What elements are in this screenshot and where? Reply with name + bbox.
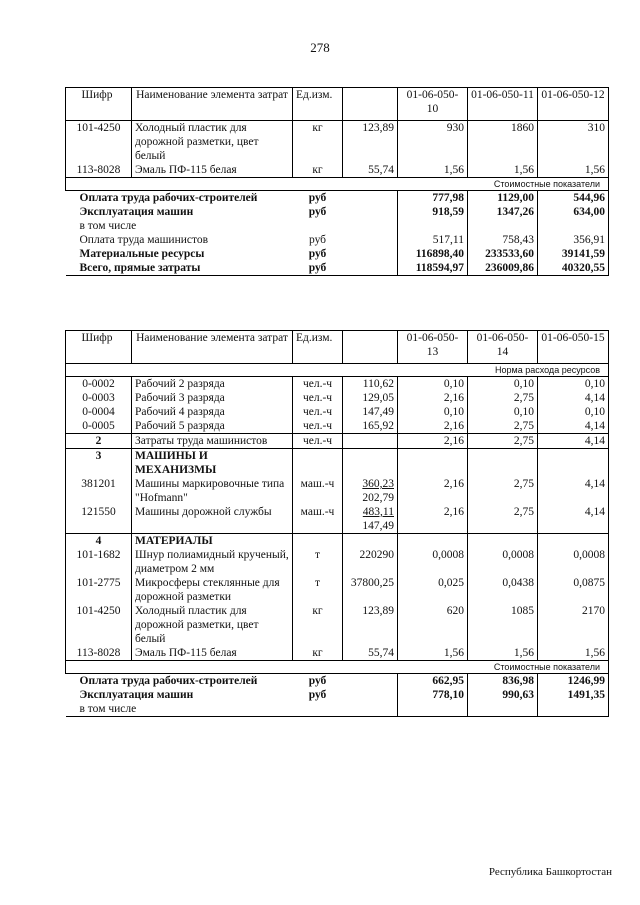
- summary-value-2: 990,63: [468, 688, 538, 702]
- summary-name: Оплата труда машинистов: [79, 234, 209, 246]
- section-caption: Стоимостные показатели: [66, 661, 609, 674]
- row-code: 0-0004: [66, 405, 132, 419]
- section-2-row: [66, 434, 609, 449]
- summary-row: [66, 233, 609, 247]
- section-code: 4: [66, 534, 132, 549]
- row-value-3: 0,0008: [538, 548, 609, 576]
- summary-value-1: 517,11: [398, 233, 468, 247]
- row-value-2: 2,75: [468, 434, 538, 449]
- row-value-3: 4,14: [538, 391, 609, 405]
- header-name: Наименование элемента затрат: [132, 88, 293, 121]
- row-value-1: 1,56: [398, 163, 468, 178]
- summary-unit: руб: [308, 234, 327, 246]
- summary-value-2: 236009,86: [468, 261, 538, 276]
- row-code: 0-0003: [66, 391, 132, 405]
- blank-cell: [398, 449, 468, 478]
- summary-value-3: 634,00: [538, 205, 609, 219]
- header-col-3: 01-06-050-15: [538, 331, 609, 364]
- table-row: [66, 405, 609, 419]
- summary-row: [66, 702, 609, 717]
- summary-unit: руб: [293, 261, 343, 276]
- caption-row: [66, 661, 609, 674]
- material-row: [66, 604, 609, 646]
- machine-row: [66, 477, 609, 505]
- summary-value-3: 40320,55: [538, 261, 609, 276]
- summary-value-2: 1129,00: [468, 191, 538, 206]
- row-name: Рабочий 2 разряда: [132, 377, 293, 392]
- section-caption: Стоимостные показатели: [66, 178, 609, 191]
- row-value-1: 0,0008: [398, 548, 468, 576]
- row-code: 113-8028: [66, 163, 132, 178]
- row-price: 110,62: [343, 377, 398, 392]
- summary-value-1: [398, 702, 468, 717]
- row-value-1: 930: [398, 121, 468, 164]
- material-row: [66, 646, 609, 661]
- row-name: Шнур полиамидный крученый, диаметром 2 мм: [132, 548, 293, 576]
- blank-cell: [538, 449, 609, 478]
- header-code: Шифр: [66, 88, 132, 121]
- summary-blank: [343, 247, 398, 261]
- row-unit: чел.-ч: [293, 434, 343, 449]
- section-caption: Норма расхода ресурсов: [66, 364, 609, 377]
- summary-unit: [293, 702, 343, 717]
- summary-row: [66, 261, 609, 276]
- table-row: [66, 121, 609, 164]
- row-value-1: 1,56: [398, 646, 468, 661]
- row-code: 101-2775: [66, 576, 132, 604]
- row-code: 101-4250: [66, 121, 132, 164]
- row-value-1: 2,16: [398, 434, 468, 449]
- row-code: 0-0005: [66, 419, 132, 434]
- row-code: 113-8028: [66, 646, 132, 661]
- summary-value-1: 918,59: [398, 205, 468, 219]
- row-unit: маш.-ч: [293, 505, 343, 534]
- row-code: 121550: [66, 505, 132, 534]
- header-col-2: 01-06-050-11: [468, 88, 538, 121]
- summary-row: [66, 688, 609, 702]
- summary-value-2: 758,43: [468, 233, 538, 247]
- summary-blank: [343, 261, 398, 276]
- row-value-1: 620: [398, 604, 468, 646]
- row-value-3: 4,14: [538, 477, 609, 505]
- row-unit: чел.-ч: [293, 419, 343, 434]
- row-unit: чел.-ч: [293, 391, 343, 405]
- row-value-1: 2,16: [398, 505, 468, 534]
- row-name: Машины маркировочные типа "Hofmann": [132, 477, 293, 505]
- cost-table-1: [65, 87, 609, 276]
- summary-row: [66, 219, 609, 233]
- section-title: МАТЕРИАЛЫ: [132, 534, 293, 549]
- row-price: [343, 434, 398, 449]
- section-3-row: [66, 449, 609, 478]
- summary-name: Оплата труда рабочих-строителей: [66, 191, 293, 206]
- summary-value-3: [538, 219, 609, 233]
- table-row: [66, 377, 609, 392]
- summary-blank: [343, 688, 398, 702]
- caption-row: [66, 178, 609, 191]
- row-value-3: 2170: [538, 604, 609, 646]
- summary-unit: руб: [308, 689, 327, 701]
- row-value-2: 2,75: [468, 391, 538, 405]
- blank-cell: [468, 449, 538, 478]
- row-name: Холодный пластик для дорожной разметки, цвет белый: [132, 121, 293, 164]
- summary-row: [66, 247, 609, 261]
- machine-row: [66, 505, 609, 534]
- header-col-2: 01-06-050-14: [468, 331, 538, 364]
- row-value-2: 1085: [468, 604, 538, 646]
- blank-cell: [468, 534, 538, 549]
- row-value-2: 1860: [468, 121, 538, 164]
- row-name: Машины дорожной службы: [132, 505, 293, 534]
- row-unit: чел.-ч: [293, 377, 343, 392]
- row-name: Рабочий 5 разряда: [132, 419, 293, 434]
- header-name: Наименование элемента затрат: [132, 331, 293, 364]
- header-price: [343, 331, 398, 364]
- row-value-1: 0,025: [398, 576, 468, 604]
- row-value-3: 1,56: [538, 163, 609, 178]
- summary-name: Материальные ресурсы: [79, 248, 205, 260]
- price-secondary: 147,49: [362, 520, 394, 532]
- material-row: [66, 548, 609, 576]
- summary-value-1: 778,10: [398, 688, 468, 702]
- row-value-2: 1,56: [468, 163, 538, 178]
- summary-blank: [343, 205, 398, 219]
- row-value-1: 2,16: [398, 391, 468, 405]
- row-name: Холодный пластик для дорожной разметки, цвет белый: [132, 604, 293, 646]
- summary-blank: [343, 191, 398, 206]
- row-value-2: 0,10: [468, 405, 538, 419]
- summary-value-1: 116898,40: [398, 247, 468, 261]
- row-value-1: 0,10: [398, 405, 468, 419]
- summary-row: [66, 191, 609, 206]
- summary-value-3: 1491,35: [538, 688, 609, 702]
- summary-blank: [343, 674, 398, 689]
- blank-cell: [293, 534, 343, 549]
- row-price: 147,49: [343, 405, 398, 419]
- row-value-3: 0,10: [538, 405, 609, 419]
- row-unit: чел.-ч: [293, 405, 343, 419]
- summary-unit: руб: [308, 206, 327, 218]
- section-4-row: [66, 534, 609, 549]
- table-row: [66, 163, 609, 178]
- summary-value-3: 39141,59: [538, 247, 609, 261]
- row-price: 55,74: [343, 646, 398, 661]
- row-code: 381201: [66, 477, 132, 505]
- row-price: [343, 505, 398, 534]
- summary-value-2: [468, 702, 538, 717]
- summary-value-2: 836,98: [468, 674, 538, 689]
- row-unit: т: [293, 548, 343, 576]
- blank-cell: [398, 534, 468, 549]
- header-col-1: 01-06-050-10: [398, 88, 468, 121]
- row-unit: кг: [293, 604, 343, 646]
- row-price: 123,89: [343, 121, 398, 164]
- row-value-1: 0,10: [398, 377, 468, 392]
- summary-value-1: 662,95: [398, 674, 468, 689]
- summary-value-2: [468, 219, 538, 233]
- header-price: [343, 88, 398, 121]
- row-value-3: 0,10: [538, 377, 609, 392]
- summary-name: Всего, прямые затраты: [66, 261, 293, 276]
- summary-unit: [293, 219, 343, 233]
- row-name: Рабочий 4 разряда: [132, 405, 293, 419]
- row-name: Эмаль ПФ-115 белая: [132, 646, 293, 661]
- summary-value-3: [538, 702, 609, 717]
- summary-name: Эксплуатация машин: [79, 689, 194, 701]
- row-value-3: 4,14: [538, 434, 609, 449]
- summary-value-3: 356,91: [538, 233, 609, 247]
- section-code: 3: [66, 449, 132, 478]
- row-unit: кг: [293, 121, 343, 164]
- summary-name: Эксплуатация машин: [79, 206, 194, 218]
- summary-name: в том числе: [66, 702, 293, 717]
- header-row: [66, 331, 609, 364]
- price-secondary: 202,79: [362, 492, 394, 504]
- row-price: [343, 477, 398, 505]
- caption-row: [66, 364, 609, 377]
- row-code: 101-1682: [66, 548, 132, 576]
- row-value-2: 0,0008: [468, 548, 538, 576]
- row-value-2: 1,56: [468, 646, 538, 661]
- row-name: Затраты труда машинистов: [132, 434, 293, 449]
- row-name: Эмаль ПФ-115 белая: [132, 163, 293, 178]
- summary-blank: [343, 219, 398, 233]
- row-value-2: 2,75: [468, 477, 538, 505]
- summary-blank: [343, 702, 398, 717]
- summary-value-1: [398, 219, 468, 233]
- table-row: [66, 419, 609, 434]
- row-code: 2: [66, 434, 132, 449]
- row-price: 220290: [343, 548, 398, 576]
- header-col-3: 01-06-050-12: [538, 88, 609, 121]
- row-price: 55,74: [343, 163, 398, 178]
- blank-cell: [343, 534, 398, 549]
- summary-name: Оплата труда рабочих-строителей: [66, 674, 293, 689]
- summary-value-1: 118594,97: [398, 261, 468, 276]
- header-unit: Ед.изм.: [293, 88, 343, 121]
- row-price: 165,92: [343, 419, 398, 434]
- row-value-3: 0,0875: [538, 576, 609, 604]
- header-col-1: 01-06-050-13: [398, 331, 468, 364]
- row-name: Рабочий 3 разряда: [132, 391, 293, 405]
- material-row: [66, 576, 609, 604]
- summary-value-3: 544,96: [538, 191, 609, 206]
- header-row: [66, 88, 609, 121]
- row-value-2: 0,10: [468, 377, 538, 392]
- row-value-3: 4,14: [538, 419, 609, 434]
- summary-value-2: 233533,60: [468, 247, 538, 261]
- footer-region: Республика Башкортостан: [488, 866, 612, 878]
- blank-cell: [293, 449, 343, 478]
- row-name: Микросферы стеклянные для дорожной разметки: [132, 576, 293, 604]
- summary-name: в том числе: [79, 220, 137, 232]
- cost-table-2: [65, 330, 609, 717]
- page-number: 278: [310, 40, 330, 55]
- row-unit: кг: [293, 646, 343, 661]
- section-title: МАШИНЫ И МЕХАНИЗМЫ: [132, 449, 293, 478]
- summary-row: [66, 674, 609, 689]
- row-value-3: 1,56: [538, 646, 609, 661]
- row-price: 129,05: [343, 391, 398, 405]
- blank-cell: [343, 449, 398, 478]
- summary-blank: [343, 233, 398, 247]
- row-value-2: 2,75: [468, 505, 538, 534]
- summary-unit: руб: [293, 191, 343, 206]
- row-value-2: 2,75: [468, 419, 538, 434]
- header-code: Шифр: [66, 331, 132, 364]
- row-value-1: 2,16: [398, 419, 468, 434]
- price-primary: 360,23: [362, 478, 394, 490]
- summary-row: [66, 205, 609, 219]
- summary-value-3: 1246,99: [538, 674, 609, 689]
- row-value-1: 2,16: [398, 477, 468, 505]
- table-row: [66, 391, 609, 405]
- row-price: 37800,25: [343, 576, 398, 604]
- row-code: 0-0002: [66, 377, 132, 392]
- summary-unit: руб: [293, 674, 343, 689]
- blank-cell: [538, 534, 609, 549]
- price-primary: 483,11: [362, 506, 394, 518]
- header-unit: Ед.изм.: [293, 331, 343, 364]
- row-unit: маш.-ч: [293, 477, 343, 505]
- row-code: 101-4250: [66, 604, 132, 646]
- row-unit: т: [293, 576, 343, 604]
- row-value-2: 0,0438: [468, 576, 538, 604]
- row-unit: кг: [293, 163, 343, 178]
- row-value-3: 310: [538, 121, 609, 164]
- row-value-3: 4,14: [538, 505, 609, 534]
- summary-value-2: 1347,26: [468, 205, 538, 219]
- summary-value-1: 777,98: [398, 191, 468, 206]
- row-price: 123,89: [343, 604, 398, 646]
- summary-unit: руб: [308, 248, 327, 260]
